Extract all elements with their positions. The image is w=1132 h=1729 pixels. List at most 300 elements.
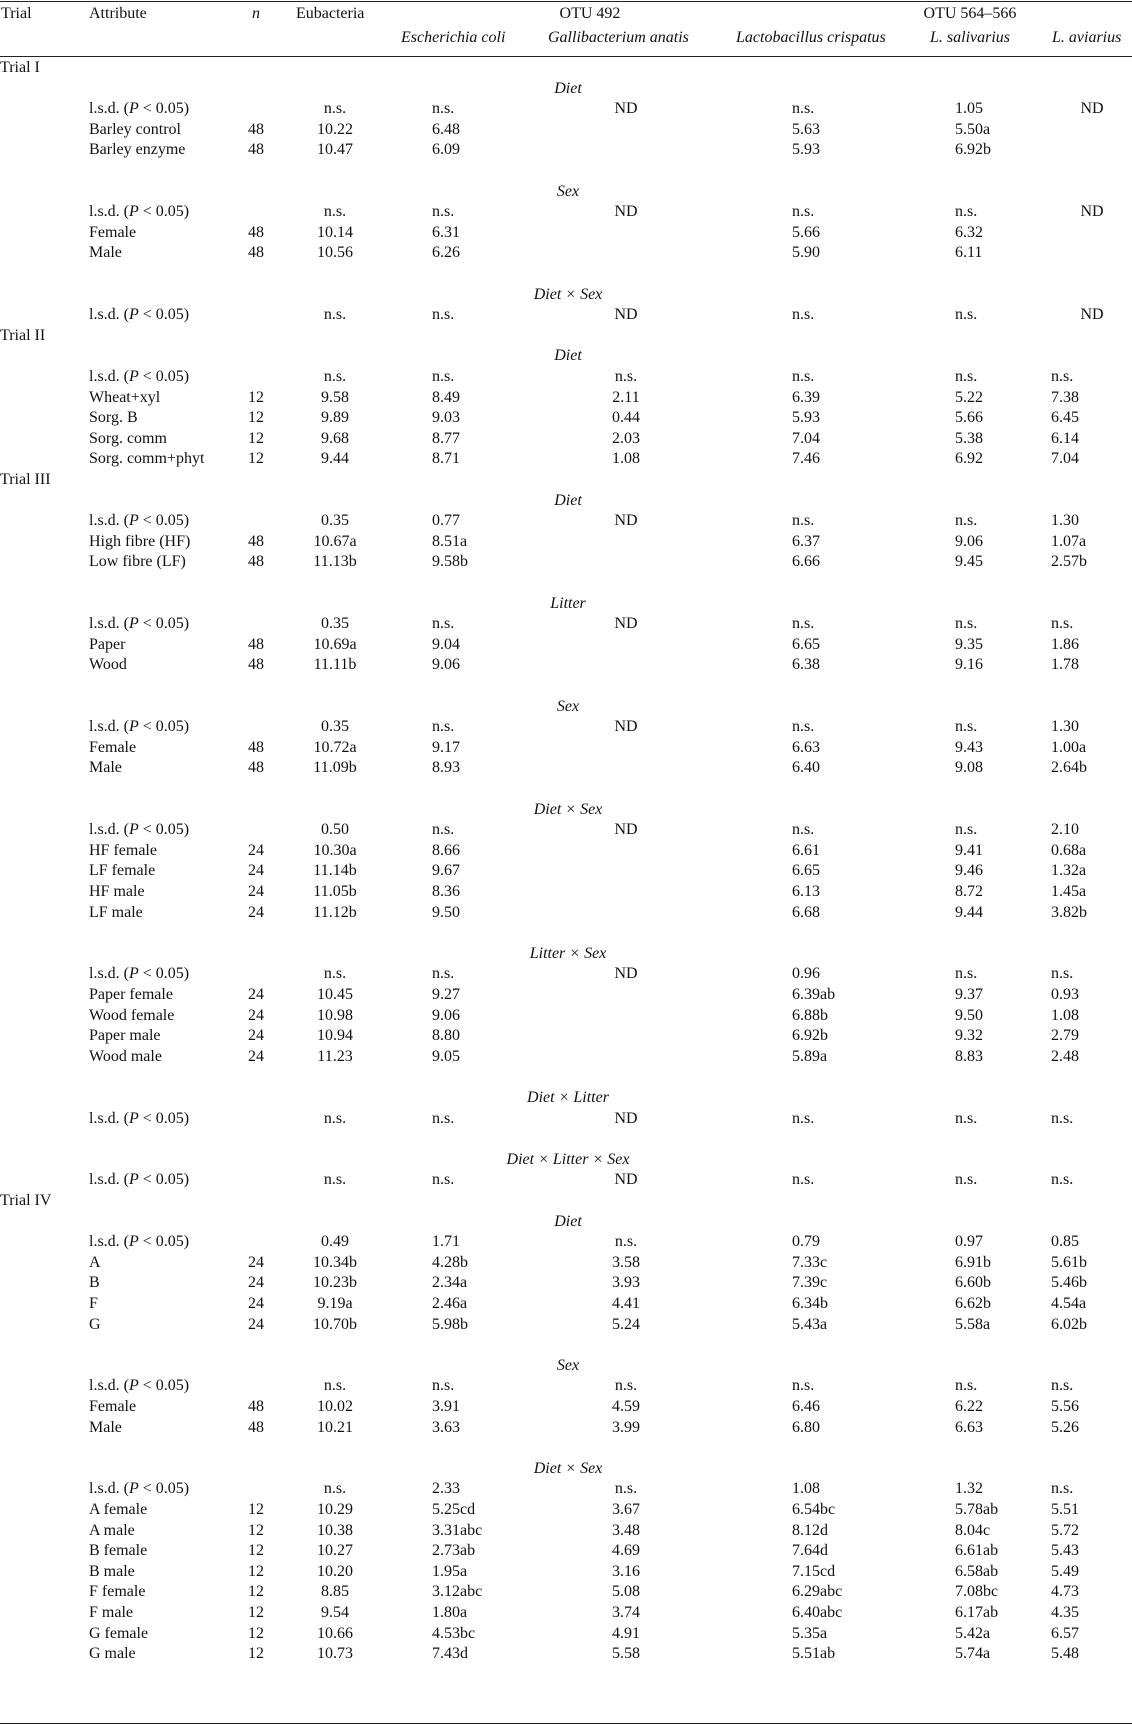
gallibacterium-cell: 0.44 <box>612 409 640 427</box>
n-cell: 12 <box>248 1624 264 1642</box>
lsd-label: l.s.d. (P < 0.05) <box>89 1480 190 1498</box>
n-cell: 48 <box>248 759 264 777</box>
attribute-cell: HF male <box>89 883 145 900</box>
ecoli-cell: 1.71 <box>432 1233 460 1251</box>
attribute-cell: Female <box>89 223 137 241</box>
laviarius-cell: 5.49 <box>1051 1562 1079 1580</box>
laviarius-cell: n.s. <box>1051 368 1074 385</box>
section-title: Sex <box>556 1356 580 1374</box>
gallibacterium-cell: 1.08 <box>612 450 640 468</box>
lsalivarius-cell: 6.11 <box>955 244 983 262</box>
n-cell: 24 <box>248 903 264 921</box>
laviarius-cell: n.s. <box>1051 1109 1074 1127</box>
laviarius-cell: n.s. <box>1051 1377 1074 1395</box>
n-cell: 12 <box>248 1604 264 1621</box>
lcrispatus-cell: 0.79 <box>792 1233 820 1251</box>
lcrispatus-cell: 6.65 <box>792 862 820 880</box>
lsalivarius-cell: 8.04c <box>955 1521 991 1539</box>
ecoli-cell: n.s. <box>432 100 455 118</box>
eubacteria-cell: n.s. <box>323 965 347 983</box>
lcrispatus-cell: 5.43a <box>792 1315 828 1333</box>
gallibacterium-cell: 3.16 <box>612 1562 640 1580</box>
header-escherichia-coli: Escherichia coli <box>401 29 506 46</box>
gallibacterium-cell: 4.91 <box>612 1624 640 1642</box>
attribute-cell: LF male <box>89 903 143 921</box>
laviarius-cell: 5.26 <box>1051 1418 1079 1436</box>
eubacteria-cell: 11.23 <box>317 1047 353 1065</box>
lcrispatus-cell: 5.35a <box>792 1624 828 1642</box>
attribute-cell: HF female <box>89 841 157 859</box>
eubacteria-cell: 10.14 <box>317 223 353 241</box>
section-title: Diet × Sex <box>533 285 603 303</box>
eubacteria-cell: 10.30a <box>313 841 357 859</box>
ecoli-cell: 2.33 <box>432 1480 460 1498</box>
lsalivarius-cell: n.s. <box>955 965 978 983</box>
eubacteria-cell: 9.68 <box>321 429 349 447</box>
eubacteria-cell: 10.34b <box>313 1253 357 1271</box>
laviarius-cell: 1.45a <box>1051 883 1087 900</box>
ecoli-cell: 9.27 <box>432 986 460 1003</box>
lcrispatus-cell: 7.64d <box>792 1542 828 1560</box>
attribute-cell: Wood <box>89 656 127 674</box>
eubacteria-cell: n.s. <box>323 306 347 324</box>
header-eubacteria: Eubacteria <box>296 5 365 22</box>
lcrispatus-cell: 5.93 <box>792 141 820 159</box>
lsd-label: l.s.d. (P < 0.05) <box>89 718 190 736</box>
attribute-cell: A female <box>89 1501 148 1518</box>
attribute-cell: Male <box>89 759 122 777</box>
table-bottom-rule <box>0 1723 1132 1724</box>
lsalivarius-cell: 0.97 <box>955 1233 983 1251</box>
attribute-cell: G <box>89 1315 101 1333</box>
lcrispatus-cell: 6.38 <box>792 656 820 674</box>
lsalivarius-cell: n.s. <box>955 1377 978 1395</box>
lcrispatus-cell: n.s. <box>792 512 815 530</box>
ecoli-cell: 8.66 <box>432 841 460 859</box>
header-l-salivarius: L. salivarius <box>930 29 1011 46</box>
lsalivarius-cell: n.s. <box>955 203 978 221</box>
lsalivarius-cell: 9.37 <box>955 986 983 1003</box>
laviarius-cell: 2.48 <box>1051 1047 1079 1065</box>
header-otu-564-566: OTU 564–566 <box>923 5 1017 22</box>
attribute-cell: Barley control <box>89 120 181 138</box>
lsalivarius-cell: n.s. <box>955 512 978 530</box>
section-title: Sex <box>556 697 580 715</box>
n-cell: 48 <box>248 141 264 159</box>
ecoli-cell: n.s. <box>432 1377 455 1395</box>
gallibacterium-cell: 5.24 <box>612 1315 640 1333</box>
laviarius-cell: 1.30 <box>1051 512 1079 530</box>
lcrispatus-cell: 6.88b <box>792 1006 828 1024</box>
ecoli-cell: 6.48 <box>432 120 460 138</box>
eubacteria-cell: 9.54 <box>321 1604 349 1621</box>
n-cell: 24 <box>248 1295 264 1312</box>
attribute-cell: High fibre (HF) <box>89 532 191 550</box>
eubacteria-cell: 10.69a <box>313 635 357 653</box>
lsalivarius-cell: 6.92b <box>955 141 991 159</box>
eubacteria-cell: 10.23b <box>313 1274 357 1292</box>
lcrispatus-cell: 5.63 <box>792 120 820 138</box>
lsalivarius-cell: 6.63 <box>955 1418 983 1436</box>
laviarius-cell: 6.57 <box>1051 1624 1079 1642</box>
eubacteria-cell: n.s. <box>323 1171 347 1189</box>
gallibacterium-cell: 5.58 <box>612 1645 640 1663</box>
ecoli-cell: 8.93 <box>432 759 460 777</box>
n-cell: 24 <box>248 841 264 859</box>
n-cell: 12 <box>248 409 264 427</box>
section-title: Diet × Litter × Sex <box>506 1150 630 1168</box>
lsalivarius-cell: n.s. <box>955 821 978 839</box>
attribute-cell: F female <box>89 1583 146 1601</box>
n-cell: 24 <box>248 1006 264 1024</box>
laviarius-cell: 4.54a <box>1051 1295 1087 1312</box>
lsd-label: l.s.d. (P < 0.05) <box>89 615 190 633</box>
n-cell: 48 <box>248 738 264 756</box>
gallibacterium-cell: ND <box>614 512 638 530</box>
trial-label: Trial II <box>0 326 46 344</box>
eubacteria-cell: 10.20 <box>317 1562 353 1580</box>
header-rule <box>0 56 1132 57</box>
ecoli-cell: 7.43d <box>432 1645 468 1663</box>
lsalivarius-cell: 9.46 <box>955 862 983 880</box>
header-trial: Trial <box>1 5 32 22</box>
n-cell: 48 <box>248 244 264 262</box>
gallibacterium-cell: 4.59 <box>612 1398 640 1415</box>
lsd-label: l.s.d. (P < 0.05) <box>89 203 190 221</box>
attribute-cell: Sorg. B <box>89 409 138 427</box>
section-title: Diet <box>554 347 582 365</box>
lcrispatus-cell: 8.12d <box>792 1521 828 1539</box>
attribute-cell: B <box>89 1274 100 1292</box>
lsalivarius-cell: 6.58ab <box>955 1562 999 1580</box>
gallibacterium-cell: 3.58 <box>612 1253 640 1271</box>
laviarius-cell: 5.61b <box>1051 1253 1087 1271</box>
lsalivarius-cell: 9.08 <box>955 759 983 777</box>
lcrispatus-cell: n.s. <box>792 1109 815 1127</box>
eubacteria-cell: 11.12b <box>313 903 357 921</box>
laviarius-cell: 7.38 <box>1051 388 1079 406</box>
lcrispatus-cell: 6.39 <box>792 388 820 406</box>
section-title: Diet <box>554 1212 582 1230</box>
ecoli-cell: 6.09 <box>432 141 460 159</box>
lcrispatus-cell: 6.54bc <box>792 1501 836 1518</box>
attribute-cell: G male <box>89 1645 136 1663</box>
n-cell: 12 <box>248 1562 264 1580</box>
laviarius-cell: 1.32a <box>1051 862 1087 880</box>
lsd-label: l.s.d. (P < 0.05) <box>89 306 190 324</box>
laviarius-cell: 2.64b <box>1051 759 1087 777</box>
gallibacterium-cell: ND <box>614 1171 638 1189</box>
lcrispatus-cell: n.s. <box>792 718 815 736</box>
attribute-cell: LF female <box>89 862 156 880</box>
attribute-cell: Barley enzyme <box>89 141 186 159</box>
eubacteria-cell: 9.19a <box>317 1295 353 1312</box>
eubacteria-cell: 11.11b <box>313 656 357 674</box>
eubacteria-cell: n.s. <box>323 1480 347 1498</box>
laviarius-cell: 5.43 <box>1051 1542 1079 1560</box>
ecoli-cell: 8.71 <box>432 450 460 468</box>
eubacteria-cell: 10.27 <box>317 1542 353 1560</box>
ecoli-cell: n.s. <box>432 718 455 736</box>
ecoli-cell: n.s. <box>432 1171 455 1189</box>
lcrispatus-cell: 0.96 <box>792 965 820 983</box>
lsalivarius-cell: 6.60b <box>955 1274 991 1292</box>
attribute-cell: B female <box>89 1542 148 1560</box>
n-cell: 12 <box>248 1583 264 1601</box>
lcrispatus-cell: 6.40 <box>792 759 820 777</box>
lsalivarius-cell: 9.43 <box>955 738 983 756</box>
laviarius-cell: 1.08 <box>1051 1006 1079 1024</box>
eubacteria-cell: 10.70b <box>313 1315 357 1333</box>
laviarius-cell: 7.04 <box>1051 450 1079 468</box>
laviarius-cell: 1.07a <box>1051 532 1087 550</box>
lsalivarius-cell: 5.58a <box>955 1315 991 1333</box>
ecoli-cell: 9.58b <box>432 553 468 571</box>
eubacteria-cell: 10.45 <box>317 986 353 1003</box>
attribute-cell: Wheat+xyl <box>89 388 161 406</box>
laviarius-cell: ND <box>1080 203 1104 221</box>
laviarius-cell: n.s. <box>1051 615 1074 633</box>
n-cell: 24 <box>248 1315 264 1333</box>
header-otu-492: OTU 492 <box>559 5 621 22</box>
n-cell: 48 <box>248 120 264 138</box>
n-cell: 12 <box>248 1542 264 1560</box>
lsalivarius-cell: 6.17ab <box>955 1604 999 1621</box>
laviarius-cell: 2.79 <box>1051 1027 1079 1045</box>
lsd-label: l.s.d. (P < 0.05) <box>89 1171 190 1189</box>
ecoli-cell: n.s. <box>432 821 455 839</box>
eubacteria-cell: 10.67a <box>313 532 357 550</box>
n-cell: 12 <box>248 1501 264 1518</box>
attribute-cell: G female <box>89 1624 149 1642</box>
lcrispatus-cell: 6.46 <box>792 1398 820 1415</box>
n-cell: 24 <box>248 1047 264 1065</box>
lcrispatus-cell: 6.63 <box>792 738 820 756</box>
n-cell: 48 <box>248 656 264 674</box>
laviarius-cell: 5.48 <box>1051 1645 1079 1663</box>
ecoli-cell: 8.51a <box>432 532 468 550</box>
lsalivarius-cell: 8.83 <box>955 1047 983 1065</box>
attribute-cell: F <box>89 1295 98 1312</box>
eubacteria-cell: 10.38 <box>317 1521 353 1539</box>
lcrispatus-cell: n.s. <box>792 100 815 118</box>
lsalivarius-cell: 7.08bc <box>955 1583 999 1601</box>
gallibacterium-cell: 3.67 <box>612 1501 640 1518</box>
lcrispatus-cell: 5.93 <box>792 409 820 427</box>
lsd-label: l.s.d. (P < 0.05) <box>89 1233 190 1251</box>
eubacteria-cell: 10.56 <box>317 244 353 262</box>
eubacteria-cell: 10.73 <box>317 1645 353 1663</box>
lcrispatus-cell: 7.39c <box>792 1274 828 1292</box>
n-cell: 24 <box>248 1274 264 1292</box>
lsalivarius-cell: 6.91b <box>955 1253 991 1271</box>
lcrispatus-cell: 1.08 <box>792 1480 820 1498</box>
laviarius-cell: ND <box>1080 306 1104 324</box>
gallibacterium-cell: 4.41 <box>612 1295 640 1312</box>
ecoli-cell: 2.46a <box>432 1295 468 1312</box>
n-cell: 48 <box>248 635 264 653</box>
lsalivarius-cell: 9.32 <box>955 1027 983 1045</box>
lsalivarius-cell: n.s. <box>955 615 978 633</box>
eubacteria-cell: 10.21 <box>317 1418 353 1436</box>
attribute-cell: Female <box>89 738 137 756</box>
ecoli-cell: 8.49 <box>432 388 460 406</box>
gallibacterium-cell: ND <box>614 615 638 633</box>
eubacteria-cell: 0.35 <box>321 718 349 736</box>
attribute-cell: F male <box>89 1604 133 1621</box>
n-cell: 12 <box>248 388 264 406</box>
ecoli-cell: n.s. <box>432 306 455 324</box>
lsalivarius-cell: 1.32 <box>955 1480 983 1498</box>
lsalivarius-cell: n.s. <box>955 1171 978 1189</box>
header-attribute: Attribute <box>89 5 147 22</box>
lcrispatus-cell: n.s. <box>792 1171 815 1189</box>
lsalivarius-cell: 9.50 <box>955 1006 983 1024</box>
eubacteria-cell: n.s. <box>323 1109 347 1127</box>
ecoli-cell: 3.63 <box>432 1418 460 1436</box>
eubacteria-cell: 10.66 <box>317 1624 353 1642</box>
laviarius-cell: 4.73 <box>1051 1583 1079 1601</box>
eubacteria-cell: 0.50 <box>321 821 349 839</box>
lcrispatus-cell: 5.90 <box>792 244 820 262</box>
eubacteria-cell: 11.13b <box>313 553 357 571</box>
eubacteria-cell: 10.22 <box>317 120 353 138</box>
lcrispatus-cell: n.s. <box>792 368 815 385</box>
laviarius-cell: 1.30 <box>1051 718 1079 736</box>
lcrispatus-cell: 6.65 <box>792 635 820 653</box>
gallibacterium-cell: 5.08 <box>612 1583 640 1601</box>
section-title: Diet × Litter <box>527 1089 609 1106</box>
eubacteria-cell: 0.49 <box>321 1233 349 1251</box>
lcrispatus-cell: 5.51ab <box>792 1645 836 1663</box>
ecoli-cell: 9.50 <box>432 903 460 921</box>
ecoli-cell: 5.25cd <box>432 1501 476 1518</box>
lcrispatus-cell: 6.13 <box>792 883 820 900</box>
eubacteria-cell: 11.14b <box>313 862 357 880</box>
ecoli-cell: 4.28b <box>432 1253 468 1271</box>
laviarius-cell: ND <box>1080 100 1104 118</box>
ecoli-cell: 6.26 <box>432 244 460 262</box>
trial-label: Trial IV <box>0 1192 52 1209</box>
eubacteria-cell: 10.47 <box>317 141 353 159</box>
lsalivarius-cell: 5.50a <box>955 120 991 138</box>
laviarius-cell: 0.68a <box>1051 841 1087 859</box>
lcrispatus-cell: 5.89a <box>792 1047 828 1065</box>
lcrispatus-cell: n.s. <box>792 1377 815 1395</box>
eubacteria-cell: 0.35 <box>321 512 349 530</box>
lcrispatus-cell: 6.66 <box>792 553 820 571</box>
laviarius-cell: 3.82b <box>1051 903 1087 921</box>
laviarius-cell: 1.78 <box>1051 656 1079 674</box>
lsalivarius-cell: 9.06 <box>955 532 983 550</box>
laviarius-cell: 6.02b <box>1051 1315 1087 1333</box>
lcrispatus-cell: 6.92b <box>792 1027 828 1045</box>
eubacteria-cell: 9.58 <box>321 388 349 406</box>
ecoli-cell: n.s. <box>432 615 455 633</box>
laviarius-cell: 2.10 <box>1051 821 1079 839</box>
eubacteria-cell: 10.98 <box>317 1006 353 1024</box>
attribute-cell: A <box>89 1253 101 1271</box>
gallibacterium-cell: n.s. <box>614 1233 638 1251</box>
lsalivarius-cell: 9.44 <box>955 903 983 921</box>
lsalivarius-cell: 6.62b <box>955 1295 991 1312</box>
ecoli-cell: 9.06 <box>432 1006 460 1024</box>
lsd-label: l.s.d. (P < 0.05) <box>89 100 190 118</box>
attribute-cell: Sorg. comm <box>89 429 167 447</box>
eubacteria-cell: n.s. <box>323 368 347 385</box>
gallibacterium-cell: ND <box>614 203 638 221</box>
laviarius-cell: 6.14 <box>1051 429 1079 447</box>
lcrispatus-cell: n.s. <box>792 821 815 839</box>
ecoli-cell: n.s. <box>432 965 455 983</box>
eubacteria-cell: 11.05b <box>313 883 357 900</box>
lsalivarius-cell: 9.41 <box>955 841 983 859</box>
header-l-aviarius: L. aviarius <box>1052 29 1122 46</box>
section-title: Diet <box>554 79 582 97</box>
n-cell: 24 <box>248 1253 264 1271</box>
eubacteria-cell: 10.02 <box>317 1398 353 1415</box>
gallibacterium-cell: 3.99 <box>612 1418 640 1436</box>
lsalivarius-cell: n.s. <box>955 368 978 385</box>
attribute-cell: A male <box>89 1521 135 1539</box>
n-cell: 48 <box>248 1418 264 1436</box>
lcrispatus-cell: 6.39ab <box>792 986 836 1003</box>
laviarius-cell: 2.57b <box>1051 553 1087 571</box>
n-cell: 24 <box>248 862 264 880</box>
lcrispatus-cell: 7.33c <box>792 1253 828 1271</box>
lcrispatus-cell: 6.29abc <box>792 1583 843 1601</box>
ecoli-cell: 8.77 <box>432 429 460 447</box>
laviarius-cell: 0.93 <box>1051 986 1079 1003</box>
n-cell: 12 <box>248 429 264 447</box>
lsalivarius-cell: 9.45 <box>955 553 983 571</box>
n-cell: 12 <box>248 450 264 468</box>
eubacteria-cell: 9.89 <box>321 409 349 427</box>
lcrispatus-cell: 7.46 <box>792 450 820 468</box>
laviarius-cell: 1.86 <box>1051 635 1079 653</box>
lsd-label: l.s.d. (P < 0.05) <box>89 1377 190 1395</box>
ecoli-cell: 2.73ab <box>432 1542 476 1560</box>
n-cell: 24 <box>248 1027 264 1045</box>
laviarius-cell: n.s. <box>1051 1480 1074 1498</box>
ecoli-cell: 9.05 <box>432 1047 460 1065</box>
attribute-cell: Sorg. comm+phyt <box>89 450 205 468</box>
ecoli-cell: 9.04 <box>432 635 460 653</box>
ecoli-cell: 6.31 <box>432 223 460 241</box>
n-cell: 48 <box>248 1398 264 1415</box>
section-title: Diet <box>554 491 582 509</box>
ecoli-cell: 3.91 <box>432 1398 460 1415</box>
eubacteria-cell: 0.35 <box>321 615 349 633</box>
laviarius-cell: 1.00a <box>1051 738 1087 756</box>
n-cell: 12 <box>248 1521 264 1539</box>
ecoli-cell: 2.34a <box>432 1274 468 1292</box>
attribute-cell: Paper female <box>89 986 173 1003</box>
section-title: Diet × Sex <box>533 1459 603 1477</box>
lsalivarius-cell: n.s. <box>955 718 978 736</box>
laviarius-cell: 5.46b <box>1051 1274 1087 1292</box>
ecoli-cell: n.s. <box>432 203 455 221</box>
gallibacterium-cell: n.s. <box>614 368 638 385</box>
gallibacterium-cell: ND <box>614 306 638 324</box>
eubacteria-cell: 10.29 <box>317 1501 353 1518</box>
laviarius-cell: 4.35 <box>1051 1604 1079 1621</box>
lsalivarius-cell: n.s. <box>955 306 978 324</box>
table-top-rule <box>0 1 1132 2</box>
lcrispatus-cell: n.s. <box>792 615 815 633</box>
section-title: Litter × Sex <box>529 944 607 962</box>
attribute-cell: Wood male <box>89 1047 162 1065</box>
